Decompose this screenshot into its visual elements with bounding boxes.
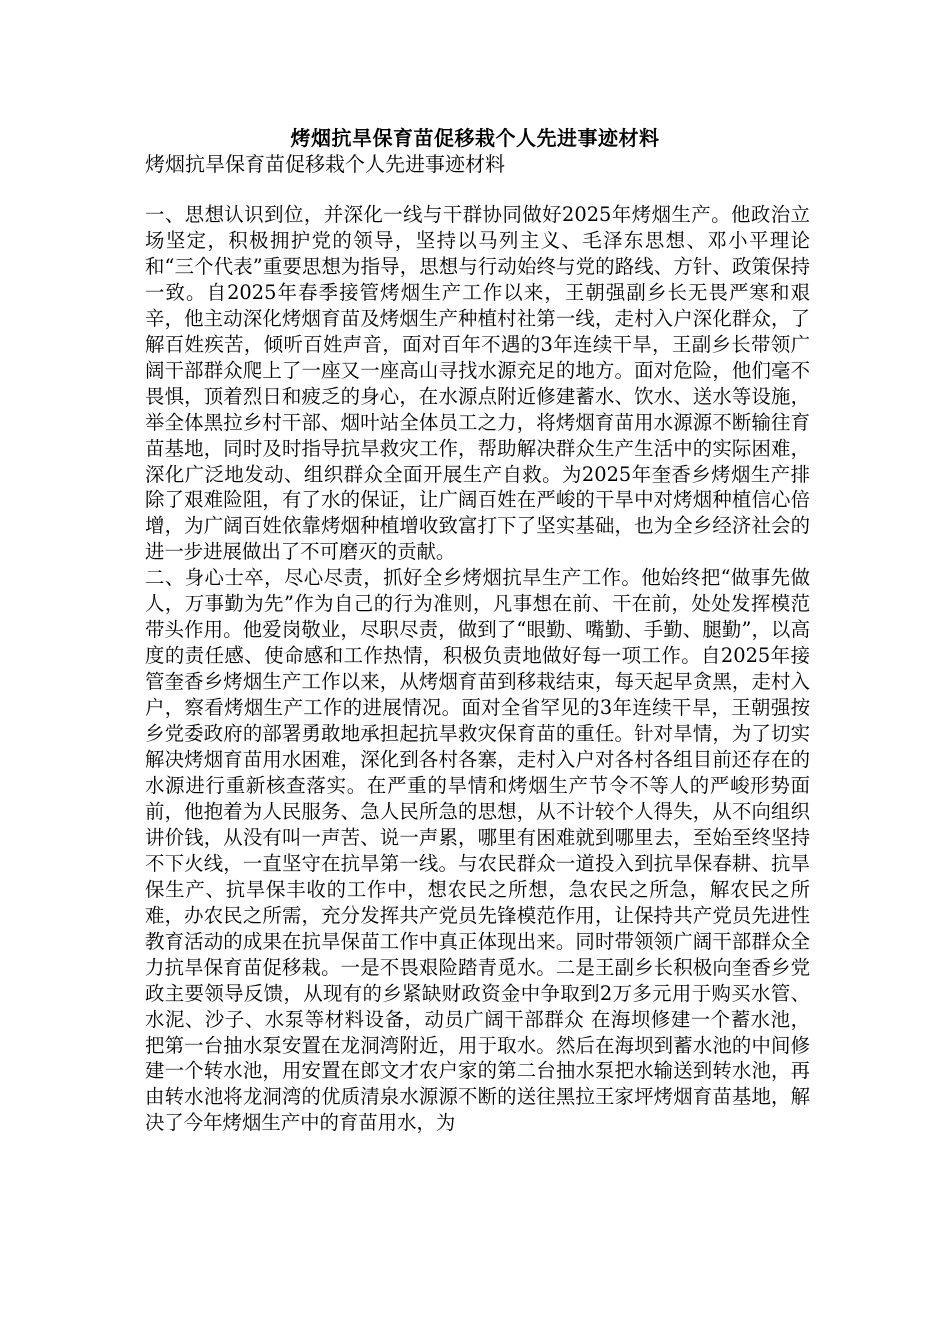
document-body: [145, 202, 810, 1136]
document-subtitle: 烤烟抗旱保育苗促移栽个人先进事迹材料: [145, 152, 505, 176]
paragraph-1: 一、思想认识到位，并深化一线与干群协同做好2025年烤烟生产。他政治立场坚定，积极拥护党的领导，坚持以马列主义、毛泽东思想、邓小平理论和“三个代表”重要思想为指导，思想与行动始终与党的路线、方针、政策保持一致。自2025年春季接管烤烟生产工作以来，王朝强副乡长无畏严寒和艰辛，他主动深化烤烟育苗及烤烟生产种植村社第一线，走村入户深化群众，了解百姓疾苦，倾听百姓声音，面对百年不遇的3年连续干旱，王副乡长带领广阔干部群众爬上了一座又一座高山寻找水源充足的地方。面对危险，他们毫不畏惧，顶着烈日和疲乏的身心，在水源点附近修建蓄水、饮水、送水等设施，举全体黑拉乡村干部、烟叶站全体员工之力，将烤烟育苗用水源源不断输往育苗基地，同时及时指导抗旱救灾工作，帮助解决群众生产生活中的实际困难，深化广泛地发动、组织群众全面开展生产自救。为2025年奎香乡烤烟生产排除了艰难险阻，有了水的保证，让广阔百姓在严峻的干旱中对烤烟种植信心倍增，为广阔百姓依靠烤烟种植增收致富打下了坚实基础，也为全乡经济社会的进一步进展做出了不可磨灭的贡献。: [145, 203, 810, 564]
paragraph-2: 二、身心士卒，尽心尽责，抓好全乡烤烟抗旱生产工作。他始终把“做事先做人，万事勤为先”作为自己的行为准则，凡事想在前、干在前，处处发挥模范带头作用。他爱岗敬业，尽职尽责，做到了“眼勤、嘴勤、手勤、腿勤”，以高度的责任感、使命感和工作热情，积极负责地做好每一项工作。自2025年接管奎香乡烤烟生产工作以来，从烤烟育苗到移栽结束，每天起早贪黑，走村入户，察看烤烟生产工作的进展情况。面对全省罕见的3年连续干旱，王朝强按乡党委政府的部署勇敢地承担起抗旱救灾保育苗的重任。针对旱情，为了切实解决烤烟育苗用水困难，深化到各村各寨，走村入户对各村各组目前还存在的水源进行重新核查落实。在严重的旱情和烤烟生产节令不等人的严峻形势面前，他抱着为人民服务、急人民所急的思想，从不计较个人得失，从不向组织讲价钱，从没有叫一声苦、说一声累，哪里有困难就到哪里去，至始至终坚持不下火线，一直坚守在抗旱第一线。与农民群众一道投入到抗旱保春耕、抗旱保生产、抗旱保丰收的工作中，想农民之所想，急农民之所急，解农民之所难，办农民之所需，充分发挥共产党员先锋模范作用，让保持共产党员先进性教育活动的成果在抗旱保苗工作中真正体现出来。同时带领领广阔干部群众全力抗旱保育苗促移栽。一是不畏艰险踏青觅水。二是王副乡长积极向奎香乡党政主要领导反馈，从现有的乡紧缺财政资金中争取到2万多元用于购买水管、水泥、沙子、水泵等材料设备，动员广阔干部群众 在海坝修建一个蓄水池，把第一台抽水泵安置在龙洞湾附近，用于取水。然后在海坝到蓄水池的中间修建一个转水池，用安置在郎文才农户家的第二台抽水泵把水输送到转水池，再由转水池将龙洞湾的优质清泉水源源不断的送往黑拉王家坪烤烟育苗基地，解决了今年烤烟生产中的育苗用水，为: [145, 566, 810, 1135]
document-title: 烤烟抗旱保育苗促移栽个人先进事迹材料: [290, 126, 660, 150]
